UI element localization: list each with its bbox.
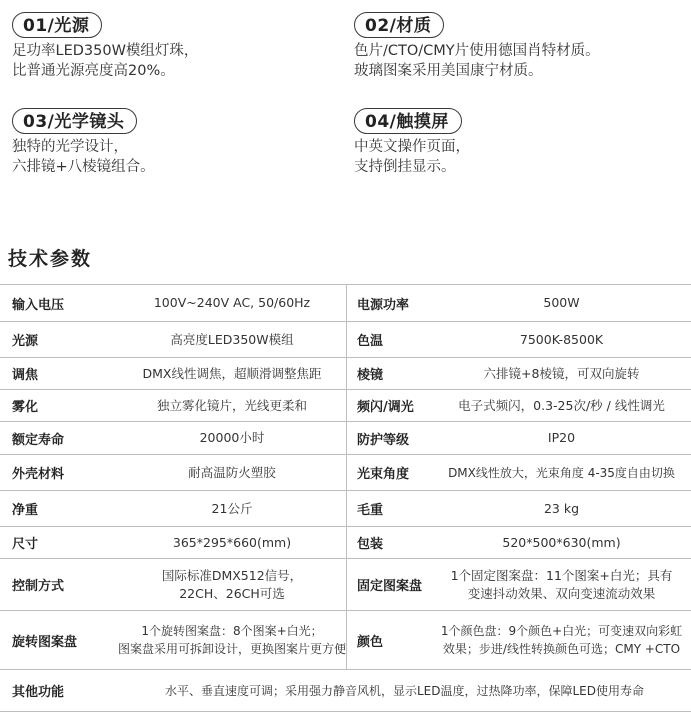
- spec-value: 520*500*630(mm): [502, 534, 621, 550]
- spec-value: DMX线性放大，光束角度 4-35度自由切换: [448, 465, 675, 480]
- spec-value: 国际标准DMX512信号， 22CH、26CH可选: [161, 567, 303, 601]
- spec-value: 1个固定图案盘：11个图案+白光；具有 变速抖动效果、双向变速流动效果: [450, 567, 673, 601]
- spec-label: 颜色: [357, 634, 384, 650]
- table-row: [0, 490, 691, 526]
- feature-touch-screen: [354, 108, 684, 177]
- section-title: 技术参数: [8, 248, 93, 270]
- spec-value: 1个颜色盘：9个颜色+白光；可变速双向彩虹 效果；步进/线性转换颜色可选；CMY +CTO: [440, 624, 683, 656]
- spec-value: 500W: [543, 295, 580, 310]
- spec-label: 光源: [12, 334, 39, 349]
- spec-label: 其他功能: [12, 685, 65, 700]
- spec-value: 21公斤: [211, 500, 253, 516]
- table-row: [0, 526, 691, 558]
- spec-value: 电子式频闪，0.3-25次/秒 / 线性调光: [458, 397, 665, 413]
- feature-description: 足功率LED350W模组灯珠， 比普通光源亮度高20%。: [12, 43, 199, 79]
- spec-label: 雾化: [12, 400, 39, 415]
- spec-value: DMX线性调焦，超顺滑调整焦距: [142, 365, 322, 381]
- feature-description: 色片/CTO/CMY片使用德国肖特材质。 玻璃图案采用美国康宁材质。: [354, 43, 600, 79]
- spec-value: 水平、垂直速度可调；采用强力静音风机，显示LED温度，过热降功率，保障LED使用寿命: [164, 683, 645, 698]
- spec-table: [0, 284, 691, 712]
- table-row: [0, 454, 691, 490]
- spec-label: 色温: [357, 334, 384, 349]
- spec-value: 独立雾化镜片，光线更柔和: [156, 397, 307, 413]
- spec-value: 1个旋转图案盘：8个图案+白光； 图案盘采用可拆卸设计，更换图案片更方便: [118, 624, 347, 656]
- table-row: [0, 389, 691, 421]
- spec-value: 23 kg: [543, 500, 580, 516]
- spec-label: 调焦: [12, 368, 39, 383]
- table-row: [0, 558, 691, 610]
- spec-label: 包装: [357, 537, 384, 552]
- feature-title: 01/光源: [12, 12, 102, 38]
- spec-value: 耐高温防火塑胶: [188, 464, 276, 480]
- spec-label: 净重: [12, 503, 39, 518]
- table-row: [0, 669, 691, 712]
- table-row: [0, 284, 691, 321]
- spec-label: 固定图案盘: [357, 579, 423, 594]
- table-row: [0, 321, 691, 357]
- spec-label: 防护等级: [357, 432, 410, 448]
- spec-label: 电源功率: [357, 297, 410, 313]
- spec-value: 365*295*660(mm): [172, 534, 292, 550]
- spec-value: 100V~240V AC, 50/60Hz: [153, 295, 311, 310]
- spec-value: 7500K-8500K: [519, 331, 604, 347]
- feature-description: 中英文操作页面， 支持倒挂显示。: [354, 139, 470, 175]
- spec-label: 棱镜: [357, 368, 384, 383]
- spec-label: 尺寸: [12, 537, 39, 552]
- feature-material: [354, 12, 684, 81]
- spec-label: 频闪/调光: [357, 400, 414, 415]
- spec-value: 高亮度LED350W模组: [170, 331, 294, 347]
- spec-label: 控制方式: [12, 579, 65, 594]
- spec-label: 额定寿命: [12, 432, 65, 448]
- spec-label: 外壳材料: [12, 467, 65, 482]
- spec-label: 输入电压: [12, 297, 65, 313]
- spec-label: 毛重: [357, 503, 384, 518]
- feature-title: 04/触摸屏: [354, 108, 462, 134]
- spec-value: IP20: [547, 430, 576, 445]
- feature-title: 02/材质: [354, 12, 444, 38]
- table-row: [0, 421, 691, 454]
- spec-value: 20000小时: [199, 430, 265, 445]
- feature-optical-lens: [12, 108, 342, 177]
- table-row: [0, 610, 691, 669]
- spec-value: 六排镜+8棱镜，可双向旋转: [483, 365, 640, 381]
- feature-title: 03/光学镜头: [12, 108, 137, 134]
- spec-label: 旋转图案盘: [12, 634, 78, 650]
- feature-description: 独特的光学设计， 六排镜+八棱镜组合。: [12, 139, 155, 175]
- feature-light-source: [12, 12, 342, 81]
- table-row: [0, 357, 691, 389]
- spec-label: 光束角度: [357, 467, 410, 482]
